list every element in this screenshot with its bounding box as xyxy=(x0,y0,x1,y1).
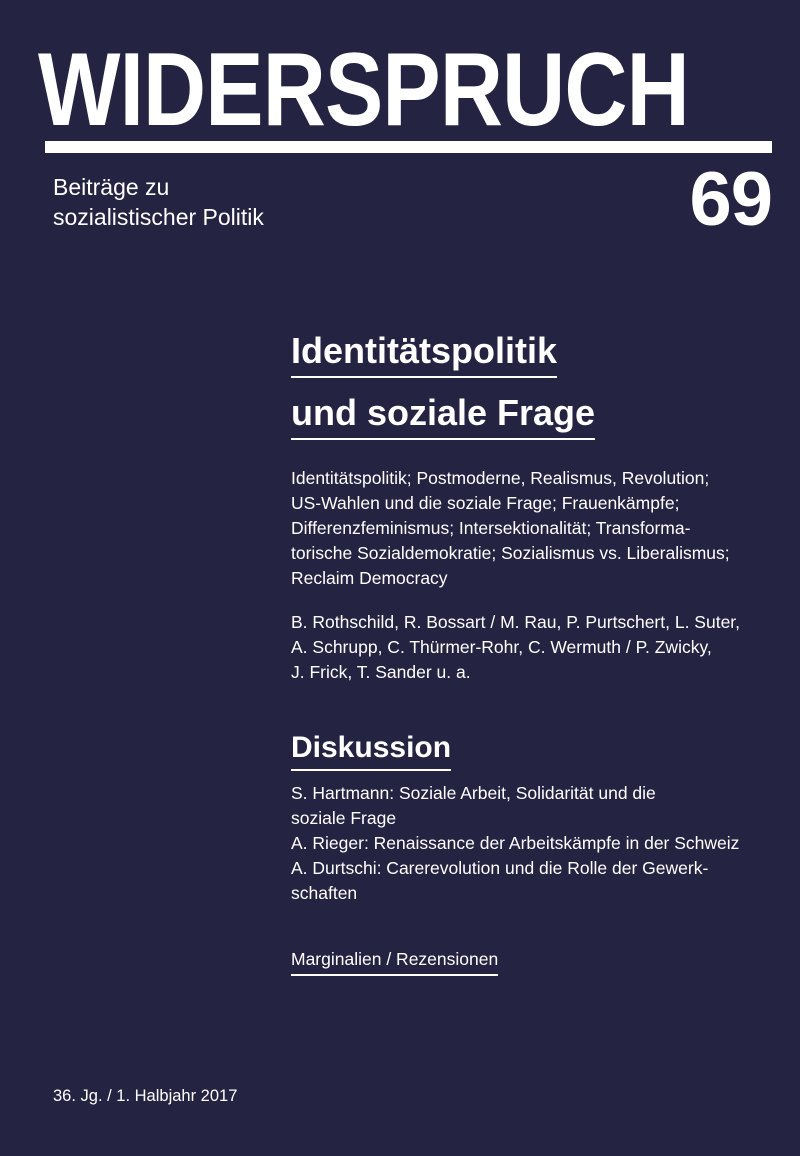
topic-line: Differenzfeminismus; Intersektionalität; Transforma- xyxy=(291,518,691,538)
authors-list xyxy=(291,610,781,685)
topic-line: US-Wahlen und die soziale Frage; Frauenkämpfe; xyxy=(291,493,680,513)
topic-line: Identitätspolitik; Postmoderne, Realismus, Revolution; xyxy=(291,468,710,488)
issue-date: 36. Jg. / 1. Halbjahr 2017 xyxy=(53,1087,238,1105)
cover-content xyxy=(291,330,781,976)
discussion-list xyxy=(291,781,781,906)
topics-list xyxy=(291,466,781,591)
subtitle-line: Beiträge zu xyxy=(53,174,170,200)
masthead-rule xyxy=(45,141,772,153)
magazine-subtitle xyxy=(53,172,264,232)
author-line: A. Schrupp, C. Thürmer-Rohr, C. Wermuth / P. Zwicky, xyxy=(291,637,712,657)
marginalien-label: Marginalien / Rezensionen xyxy=(291,947,498,976)
discussion-item: soziale Frage xyxy=(291,808,397,828)
discussion-item: schaften xyxy=(291,883,358,903)
discussion-item: S. Hartmann: Soziale Arbeit, Solidarität und die xyxy=(291,783,656,803)
author-line: B. Rothschild, R. Bossart / M. Rau, P. Purtschert, L. Suter, xyxy=(291,612,741,632)
topic-line: Reclaim Democracy xyxy=(291,568,448,588)
headline-line: Identitätspolitik xyxy=(291,330,557,378)
discussion-item: A. Durtschi: Carerevolution und die Rolle der Gewerk- xyxy=(291,858,709,878)
magazine-title: WIDERSPRUCH xyxy=(38,38,689,138)
author-line: J. Frick, T. Sander u. a. xyxy=(291,662,471,682)
issue-number: 69 xyxy=(689,157,772,242)
discussion-heading: Diskussion xyxy=(291,731,451,771)
discussion-item: A. Rieger: Renaissance der Arbeitskämpfe in der Schweiz xyxy=(291,833,740,853)
masthead xyxy=(38,38,778,138)
subtitle-line: sozialistischer Politik xyxy=(53,204,264,230)
issue-headline xyxy=(291,330,781,440)
headline-line: und soziale Frage xyxy=(291,392,595,440)
topic-line: torische Sozialdemokratie; Sozialismus vs. Liberalismus; xyxy=(291,543,730,563)
